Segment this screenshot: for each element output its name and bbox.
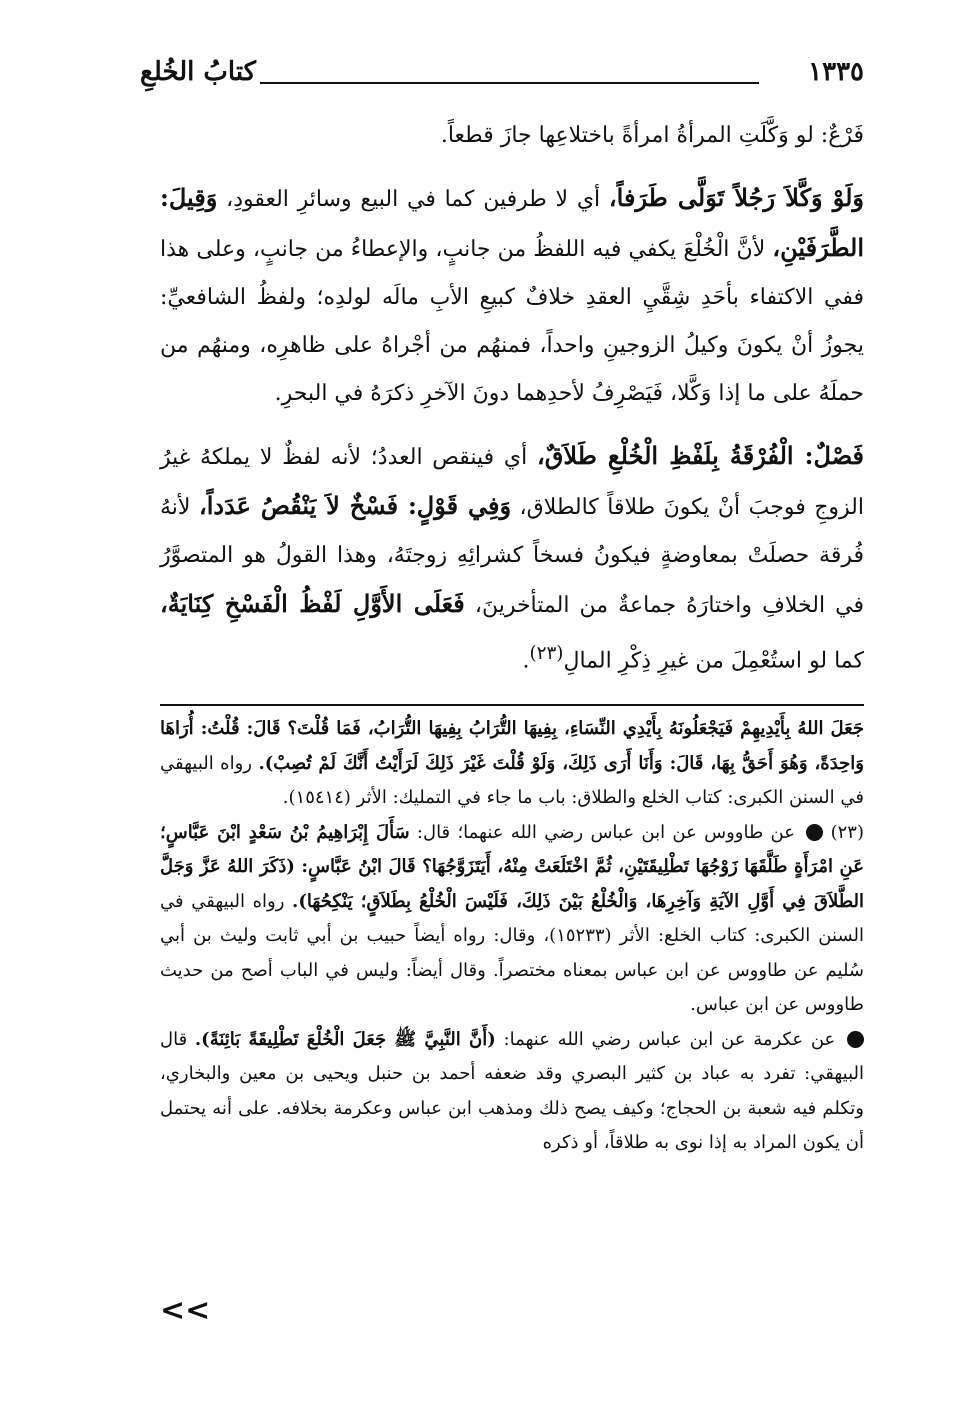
commentary-text: لأنهُ فُرقة حصلَتْ بمعاوضةٍ فيكونُ فسخاً كشرائِهِ زوجتَهُ، وهذا القولُ هو المتصوَّرُ في الخلافِ واختارَهُ جماعةٌ من المتأخرينَ، (160, 495, 864, 618)
footnote-23-second (160, 1023, 864, 1161)
paragraph-wakala (160, 174, 864, 418)
header-rule (260, 82, 759, 84)
matn-text: فَعَلَى الأَوَّلِ لَفْظُ الْفَسْخِ كِنَايَةٌ، (160, 589, 465, 618)
bullet-icon (806, 824, 823, 841)
footnote-separator (160, 704, 864, 706)
footnote-text: عن طاووس عن ابن عباس رضي الله عنهما؛ قال: (409, 821, 803, 843)
footnote-text: رواه البيهقي في السنن الكبرى: كتاب الخلع والطلاق: باب ما جاء في التمليك: الأثر (١٥٤١٤). (160, 752, 864, 808)
matn-text: فَصْلٌ: الْفُرْقَةُ بِلَفْظِ الْخُلْعِ طَلاَقٌ، (537, 441, 864, 470)
commentary-text: لأنَّ الْخُلْعَ يكفي فيه اللفظُ من جانبٍ، والإعطاءُ من جانبٍ، وعلى هذا ففي الاكتفاء بأحَدِ شِقَّيِ العقدِ خلافٌ كبيعِ الأبِ مالَه لولدِه؛ ولفظُ الشافعيِّ: يجوزُ أنْ يكونَ وكيلُ الزوجينِ واحداً، فمنهُم من أجْراهُ على ظاهرِه، ومنهُم من حملَهُ على ما إذا وَكَّلا، فَيَصْرِفُ لأحدِهما دونَ الآخرِ ذكرَهُ في البحرِ. (160, 237, 864, 406)
page-header (140, 52, 864, 92)
matn-text: وَفِي قَوْلٍ: فَسْخٌ لاَ يَنْقُصُ عَدَداً، (198, 491, 512, 520)
chapter-title: كتابُ الخُلعِ (140, 57, 257, 87)
footnote-continuation (160, 712, 864, 816)
commentary-text: أي لا طرفين كما في البيع وسائرِ العقودِ، (217, 187, 609, 212)
footnote-text: قال البيهقي: تفرد به عباد بن كثير البصري وقد ضعفه أحمد بن حنبل ويحيى بن معين والبخاري، وتكلم فيه شعبة بن الحجاج؛ وكيف يصح ذلك ومذهب ابن عباس وعكرمة بخلافه. على أنه يحتمل أن يكون المراد به إذا نوى به طلاقاً، أو ذكره (160, 1028, 864, 1153)
quoted-athar: سَأَلَ إِبْرَاهِيمُ بْنُ سَعْدٍ ابْنَ عَبَّاسٍ؛ عَنِ امْرَأَةٍ طَلَّقَهَا زَوْجُهَا تَطْلِيقَتَيْنِ، ثُمَّ اخْتَلَعَتْ مِنْهُ، أَيَتَزَوَّجُهَا؟ قَالَ ابْنُ عَبَّاسٍ: (ذَكَرَ اللهُ عَزَّ وَجَلَّ الطَّلاَقَ فِي أَوَّلِ الآيَةِ وَآخِرِهَا، وَالْخُلْعُ بَيْنَ ذَلِكَ، فَلَيْسَ الْخُلْعُ بِطَلاَقٍ؛ يَنْكِحُهَا). (160, 821, 864, 912)
footnote-23 (160, 816, 864, 1023)
quoted-hadith: (أَنَّ النَّبِيَّ ﷺ جَعَلَ الْخُلْعَ تَطْلِيقَةً بَائِنَةً). (194, 1028, 496, 1050)
commentary-text: أي فينقص العددُ؛ لأنه لفظٌ لا يملكهُ غيرُ الزوجِ فوجبَ أنْ يكونَ طلاقاً كالطلاق، (160, 445, 864, 520)
footnote-text: رواه البيهقي في السنن الكبرى: كتاب الخلع: الأثر (١٥٢٣٣)، وقال: رواه أيضاً حبيب بن أبي ثابت وليث بن أبي سُليم عن طاووس عن ابن عباس بمعناه مختصراً. وقال أيضاً: وليس في الباب أصح من حديث طاووس عن ابن عباس. (160, 890, 864, 1015)
quoted-athar: جَعَلَ اللهُ بِأَيْدِيهِمْ فَيَجْعَلُونَهُ بِأَيْدِي النِّسَاءِ، بِفِيهَا التُّرَابُ بِفِيهَا التُّرَابُ، فَمَا قُلْتَ؟ قَالَ: قُلْتُ: أُرَاهَا وَاحِدَةً، وَهُوَ أَحَقُّ بِهَا، قَالَ: وَأَنَا أَرَى ذَلِكَ، وَلَوْ قُلْتَ غَيْرَ ذَلِكَ لَرَأَيْتُ أَنَّكَ لَمْ تُصِبْ). (160, 718, 865, 774)
next-page-marker: << (160, 1293, 211, 1328)
footnote-ref[interactable]: (٢٣) (529, 643, 564, 664)
footnote-text: عن عكرمة عن ابن عباس رضي الله عنهما: (495, 1028, 844, 1050)
footnotes (160, 712, 864, 1161)
paragraph-fasl: فَصْلٌ: الْفُرْقَةُ بِلَفْظِ الْخُلْعِ طَلاَقٌ، أي فينقص العددُ؛ لأنه لفظٌ لا يملكهُ غيرُ الزوجِ فوجبَ أنْ يكونَ طلاقاً كالطلاق، وَفِي قَوْلٍ: فَسْخٌ لاَ يَنْقُصُ عَدَداً، لأنهُ فُرقة حصلَتْ بمعاوضةٍ فيكونُ فسخاً كشرائِهِ زوجتَهُ، وهذا القولُ هو المتصوَّرُ في الخلافِ واختارَهُ جماعةٌ من المتأخرينَ، فَعَلَى الأَوَّلِ لَفْظُ الْفَسْخِ كِنَايَةٌ، كما لو استُعْمِلَ من غيرِ ذِكْرِ المالِ$^{(٢٣)}$. (160, 441, 864, 674)
matn-text: وَقِيلَ: الطَّرَفَيْنِ، (160, 183, 864, 262)
matn-text: وَلَوْ وَكَّلاَ رَجُلاً تَوَلَّى طَرَفاً، (608, 183, 864, 212)
footnote-number: (٢٣) (830, 821, 864, 843)
commentary-text: كما لو استُعْمِلَ من غيرِ ذِكْرِ المالِ (563, 648, 864, 674)
page-number: ١٣٣٥ (808, 57, 864, 87)
bullet-icon (847, 1031, 864, 1048)
main-text (160, 112, 864, 685)
paragraph-far: فَرْعٌ: لو وَكَّلَتِ المرأةُ امرأةً باختلاعِها جازَ قطعاً. (440, 123, 864, 148)
